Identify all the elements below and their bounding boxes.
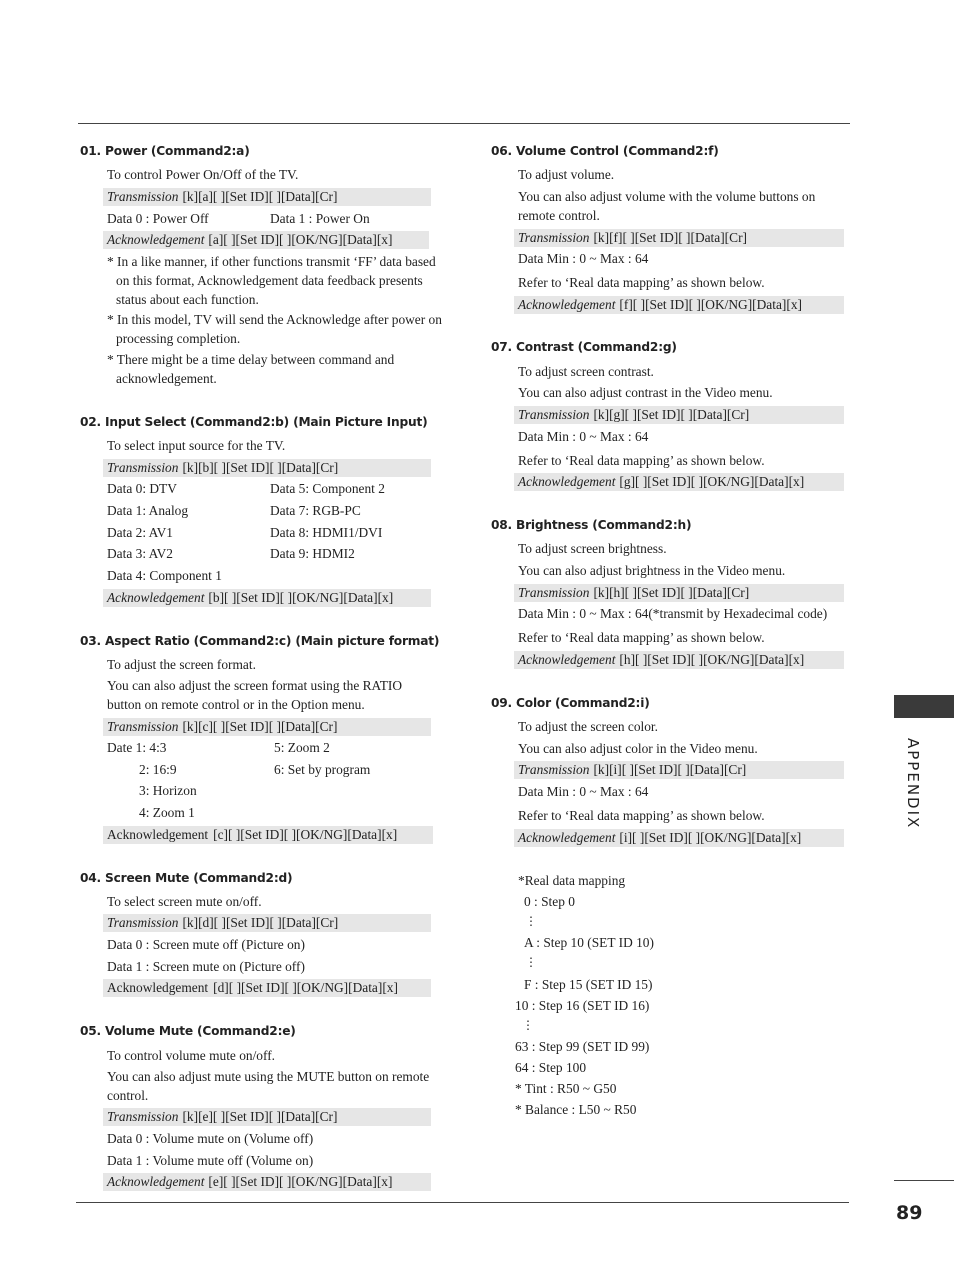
data-range: Data Min : 0 ~ Max : 64 [518,251,649,266]
transmission-label: Transmission [518,230,590,245]
acknowledgement-label: Acknowledgement [518,830,616,845]
data-value: Data 7: RGB-PC [270,503,361,518]
transmission-label: Transmission [107,1109,179,1124]
body-text: You can also adjust the screen format using the RATIO button on remote control or in the Option menu. [107,678,403,713]
data-value: Data 0 : Power Off [107,211,209,226]
pagenum-rule [894,1180,954,1181]
mapping-ellipsis: ⋮ [525,914,537,928]
transmission-value: [k][d][ ][Set ID][ ][Data][Cr] [182,915,339,930]
mapping-line: * Balance : L50 ~ R50 [515,1102,637,1117]
data-value: 3: Horizon [139,783,197,798]
body-text: To adjust the screen format. [107,657,256,672]
page-number: 89 [896,1202,923,1224]
transmission-label: Transmission [518,585,590,600]
acknowledgement-value: [g][ ][Set ID][ ][OK/NG][Data][x] [619,474,805,489]
transmission-label: Transmission [518,762,590,777]
side-tab-block [894,695,954,718]
acknowledgement-label: Acknowledgement [107,232,205,247]
transmission-value: [k][a][ ][Set ID][ ][Data][Cr] [182,189,338,204]
body-text: To adjust screen contrast. [518,364,654,379]
section-title: 08. Brightness (Command2:h) [491,518,692,532]
body-text: You can also adjust color in the Video menu. [518,741,758,756]
refer-text: Refer to ‘Real data mapping’ as shown below. [518,808,765,823]
section-title: 05. Volume Mute (Command2:e) [80,1024,296,1038]
acknowledgement-label: Acknowledgement [107,1174,205,1189]
mapping-line: 63 : Step 99 (SET ID 99) [515,1039,650,1054]
body-text: To adjust screen brightness. [518,541,667,556]
acknowledgement-value: [a][ ][Set ID][ ][OK/NG][Data][x] [208,232,393,247]
transmission-label: Transmission [107,915,179,930]
body-text: To select input source for the TV. [107,438,286,453]
data-range: Data Min : 0 ~ Max : 64 [518,429,649,444]
mapping-line: 10 : Step 16 (SET ID 16) [515,998,650,1013]
data-value: Data 1 : Volume mute off (Volume on) [107,1153,314,1168]
data-value: 2: 16:9 [139,762,177,777]
data-value: Data 9: HDMI2 [270,546,355,561]
acknowledgement-label: Acknowledgement [107,827,209,842]
body-text: You can also adjust mute using the MUTE button on remote control. [107,1069,430,1104]
data-value: Data 1 : Screen mute on (Picture off) [107,959,305,974]
section-title: 02. Input Select (Command2:b) (Main Picture Input) [80,415,428,429]
mapping-title: *Real data mapping [518,873,626,888]
body-text: You can also adjust brightness in the Video menu. [518,563,786,578]
body-text: To adjust volume. [518,167,615,182]
section-title: 07. Contrast (Command2:g) [491,340,677,354]
acknowledgement-label: Acknowledgement [518,297,616,312]
mapping-line: 64 : Step 100 [515,1060,587,1075]
acknowledgement-value: [e][ ][Set ID][ ][OK/NG][Data][x] [208,1174,393,1189]
body-text: To control volume mute on/off. [107,1048,276,1063]
acknowledgement-label: Acknowledgement [518,652,616,667]
body-text: To adjust the screen color. [518,719,658,734]
acknowledgement-value: [d][ ][Set ID][ ][OK/NG][Data][x] [213,980,398,995]
note-text: * In this model, TV will send the Acknowledge after power on processing completion. [107,312,442,347]
transmission-value: [k][h][ ][Set ID][ ][Data][Cr] [593,585,750,600]
transmission-value: [k][b][ ][Set ID][ ][Data][Cr] [182,460,339,475]
mapping-line: * Tint : R50 ~ G50 [515,1081,617,1096]
data-value: Data 2: AV1 [107,525,173,540]
data-value: 5: Zoom 2 [274,740,330,755]
mapping-line: 0 : Step 0 [524,894,575,909]
refer-text: Refer to ‘Real data mapping’ as shown below. [518,453,765,468]
note-text: * In a like manner, if other functions transmit ‘FF’ data based on this format, Acknowledgement data feedback presents status about each function. [107,254,436,308]
acknowledgement-box [514,473,844,491]
transmission-box [514,761,844,779]
data-value: Data 1: Analog [107,503,189,518]
data-value: Data 5: Component 2 [270,481,385,496]
acknowledgement-value: [f][ ][Set ID][ ][OK/NG][Data][x] [619,297,802,312]
body-text: To control Power On/Off of the TV. [107,167,299,182]
refer-text: Refer to ‘Real data mapping’ as shown below. [518,275,765,290]
transmission-value: [k][g][ ][Set ID][ ][Data][Cr] [593,407,750,422]
transmission-label: Transmission [107,460,179,475]
data-value: 4: Zoom 1 [139,805,195,820]
transmission-box [514,584,844,602]
mapping-ellipsis: ⋮ [525,955,537,969]
transmission-value: [k][f][ ][Set ID][ ][Data][Cr] [593,230,747,245]
transmission-box [514,406,844,424]
transmission-label: Transmission [107,189,179,204]
transmission-value: [k][c][ ][Set ID][ ][Data][Cr] [182,719,338,734]
acknowledgement-label: Acknowledgement [107,980,209,995]
section-title: 03. Aspect Ratio (Command2:c) (Main picture format) [80,634,440,648]
body-text: To select screen mute on/off. [107,894,262,909]
data-value: Date 1: 4:3 [107,740,167,755]
acknowledgement-value: [h][ ][Set ID][ ][OK/NG][Data][x] [619,652,805,667]
refer-text: Refer to ‘Real data mapping’ as shown below. [518,630,765,645]
acknowledgement-value: [b][ ][Set ID][ ][OK/NG][Data][x] [208,590,394,605]
acknowledgement-label: Acknowledgement [107,590,205,605]
data-value: Data 8: HDMI1/DVI [270,525,383,540]
acknowledgement-box [514,651,844,669]
section-title: 06. Volume Control (Command2:f) [491,144,719,158]
acknowledgement-label: Acknowledgement [518,474,616,489]
data-range: Data Min : 0 ~ Max : 64(*transmit by Hexadecimal code) [518,606,828,621]
transmission-box [514,229,844,247]
transmission-label: Transmission [518,407,590,422]
note-text: * There might be a time delay between command and acknowledgement. [107,352,395,387]
data-value: Data 4: Component 1 [107,568,222,583]
mapping-line: F : Step 15 (SET ID 15) [524,977,653,992]
section-title: 04. Screen Mute (Command2:d) [80,871,293,885]
mapping-line: A : Step 10 (SET ID 10) [524,935,654,950]
transmission-value: [k][i][ ][Set ID][ ][Data][Cr] [593,762,747,777]
data-value: 6: Set by program [274,762,371,777]
section-title: 01. Power (Command2:a) [80,144,250,158]
data-value: Data 0 : Screen mute off (Picture on) [107,937,305,952]
data-value: Data 3: AV2 [107,546,173,561]
body-text: You can also adjust contrast in the Video menu. [518,385,773,400]
data-value: Data 0 : Volume mute on (Volume off) [107,1131,314,1146]
data-value: Data 1 : Power On [270,211,370,226]
body-text: You can also adjust volume with the volume buttons on remote control. [518,189,816,224]
transmission-value: [k][e][ ][Set ID][ ][Data][Cr] [182,1109,338,1124]
side-tab-label: APPENDIX [904,738,922,830]
mapping-ellipsis: ⋮ [522,1018,534,1032]
section-title: 09. Color (Command2:i) [491,696,650,710]
data-range: Data Min : 0 ~ Max : 64 [518,784,649,799]
acknowledgement-value: [i][ ][Set ID][ ][OK/NG][Data][x] [619,830,802,845]
acknowledgement-value: [c][ ][Set ID][ ][OK/NG][Data][x] [213,827,398,842]
data-value: Data 0: DTV [107,481,177,496]
acknowledgement-box [514,296,844,314]
acknowledgement-box [514,829,844,847]
transmission-label: Transmission [107,719,179,734]
